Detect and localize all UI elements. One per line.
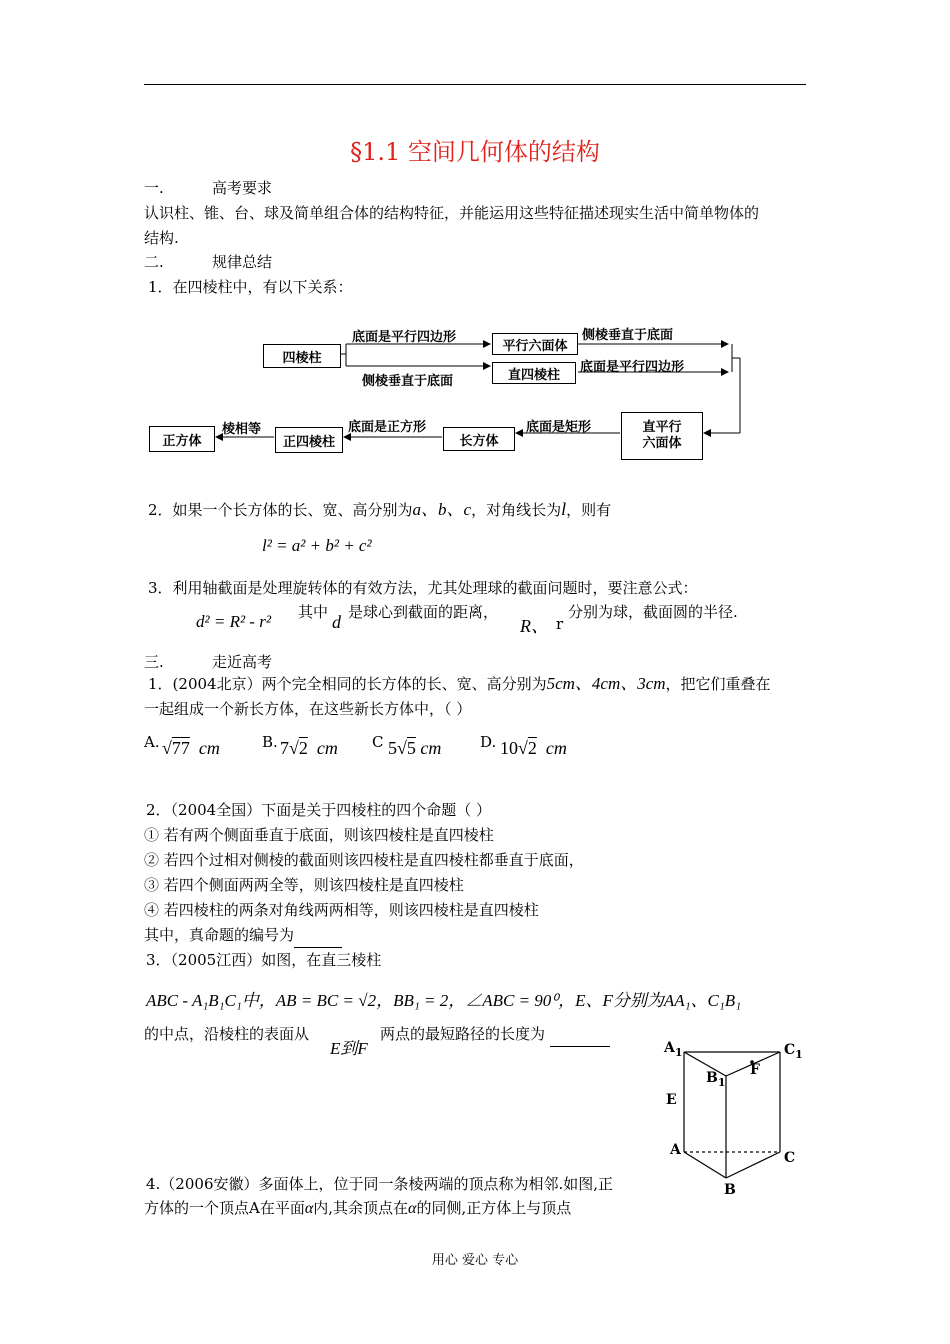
question: 3．（2005江西）如图，在直三棱柱 (146, 951, 382, 969)
question: 两点的最短路径的长度为 (380, 1022, 610, 1047)
formula: l² = a² + b² + c² (262, 536, 372, 555)
question: 1．(2004北京）两个完全相同的长方体的长、宽、高分别为5cm、4cm、3cm，把它们重叠在 (148, 674, 771, 693)
arrow-label: 侧棱垂直于底面 (362, 374, 454, 389)
option-b-value: 7√2 cm (280, 738, 338, 758)
list-item: 3．利用轴截面是处理旋转体的有效方法，尤其处理球的截面问题时，要注意公式： (148, 579, 698, 597)
point-label: $A_1$ (664, 1040, 683, 1059)
section-number: 一. (144, 179, 164, 197)
question: 其中，真命题的编号为 (144, 923, 342, 948)
point-label: E (666, 1092, 677, 1108)
question: 方体的一个顶点A在平面α内,其余顶点在α的同侧,正方体上与顶点 (144, 1199, 572, 1217)
proposition: ① 若有两个侧面垂直于底面，则该四棱柱是直四棱柱 (144, 826, 494, 844)
formula: d² = R² - r² (196, 612, 271, 631)
paragraph: 结构. (144, 229, 179, 247)
proposition: ③ 若四个侧面两两全等，则该四棱柱是直四棱柱 (144, 876, 464, 894)
question: 2．（2004全国）下面是关于四棱柱的四个命题（ ） (146, 801, 491, 819)
arrow-label: 底面是矩形 (526, 420, 592, 435)
arrow-label: 底面是平行四边形 (352, 330, 457, 345)
list-item: 1．在四棱柱中，有以下关系： (148, 278, 353, 296)
box-cuboid: 长方体 (443, 427, 515, 451)
option-c-value: 5√5 cm (388, 738, 442, 758)
paragraph: 认识柱、锥、台、球及简单组合体的结构特征，并能运用这些特征描述现实生活中简单物体的 (144, 204, 760, 222)
variable: R、 (520, 616, 549, 636)
box-square-prism: 正四棱柱 (275, 427, 343, 453)
section-heading: 走近高考 (212, 653, 273, 671)
option-a: A. (144, 733, 160, 751)
question: 的中点，沿棱柱的表面从 (144, 1025, 310, 1043)
arrow-label: 棱相等 (222, 422, 262, 437)
section-number: 三. (144, 653, 164, 671)
point-label: $B_1$ (706, 1070, 726, 1089)
option-c: C (372, 733, 384, 751)
box-parallelepiped: 平行六面体 (492, 333, 578, 355)
point-label: C (784, 1150, 796, 1166)
option-d-value: 10√2 cm (500, 738, 567, 758)
formula: ABC - A₁B₁C₁中，AB = BC = √2，BB₁ = 2，∠ABC = 90⁰，E、F分别为AA₁、C₁B₁ (146, 991, 742, 1010)
question: 一起组成一个新长方体，在这些新长方体中，（ ） (144, 700, 472, 718)
option-a-value: √77 cm (162, 738, 220, 758)
section-heading: 高考要求 (212, 179, 273, 197)
arrow-label: 侧棱垂直于底面 (582, 328, 674, 343)
text: 是球心到截面的距离， (348, 603, 499, 621)
text: 其中 (298, 603, 329, 621)
list-item: 2．如果一个长方体的长、宽、高分别为a、b、c，对角线长为l，则有 (148, 499, 612, 519)
section-heading: 规律总结 (212, 253, 273, 271)
box-right-parallelepiped: 直平行六面体 (621, 412, 703, 460)
point-label: A (670, 1142, 681, 1158)
box-four-prism: 四棱柱 (263, 344, 341, 368)
arrow-label: 底面是正方形 (348, 420, 427, 435)
variable: r (556, 615, 564, 633)
arrow-label: 底面是平行四边形 (580, 360, 685, 375)
proposition: ④ 若四棱柱的两条对角线两两相等，则该四棱柱是直四棱柱 (144, 901, 539, 919)
section-number: 二. (144, 253, 164, 271)
option-d: D. (480, 733, 497, 751)
point-label: B (724, 1182, 736, 1198)
variable: d (332, 612, 341, 632)
option-b: B. (262, 733, 278, 751)
point-label: F (750, 1062, 760, 1078)
page-footer: 用心 爱心 专心 (431, 1253, 519, 1268)
box-right-prism: 直四棱柱 (492, 362, 576, 384)
page-title: §1.1 空间几何体的结构 (350, 138, 600, 166)
box-cube: 正方体 (149, 426, 215, 452)
question: 4.（2006安徽）多面体上，位于同一条棱两端的顶点称为相邻.如图,正 (146, 1175, 614, 1193)
formula: E到F (330, 1039, 368, 1058)
point-label: $C_1$ (784, 1042, 803, 1061)
text: 分别为球，截面圆的半径. (568, 603, 738, 621)
proposition: ② 若四个过相对侧棱的截面则该四棱柱是直四棱柱都垂直于底面， (144, 851, 584, 869)
